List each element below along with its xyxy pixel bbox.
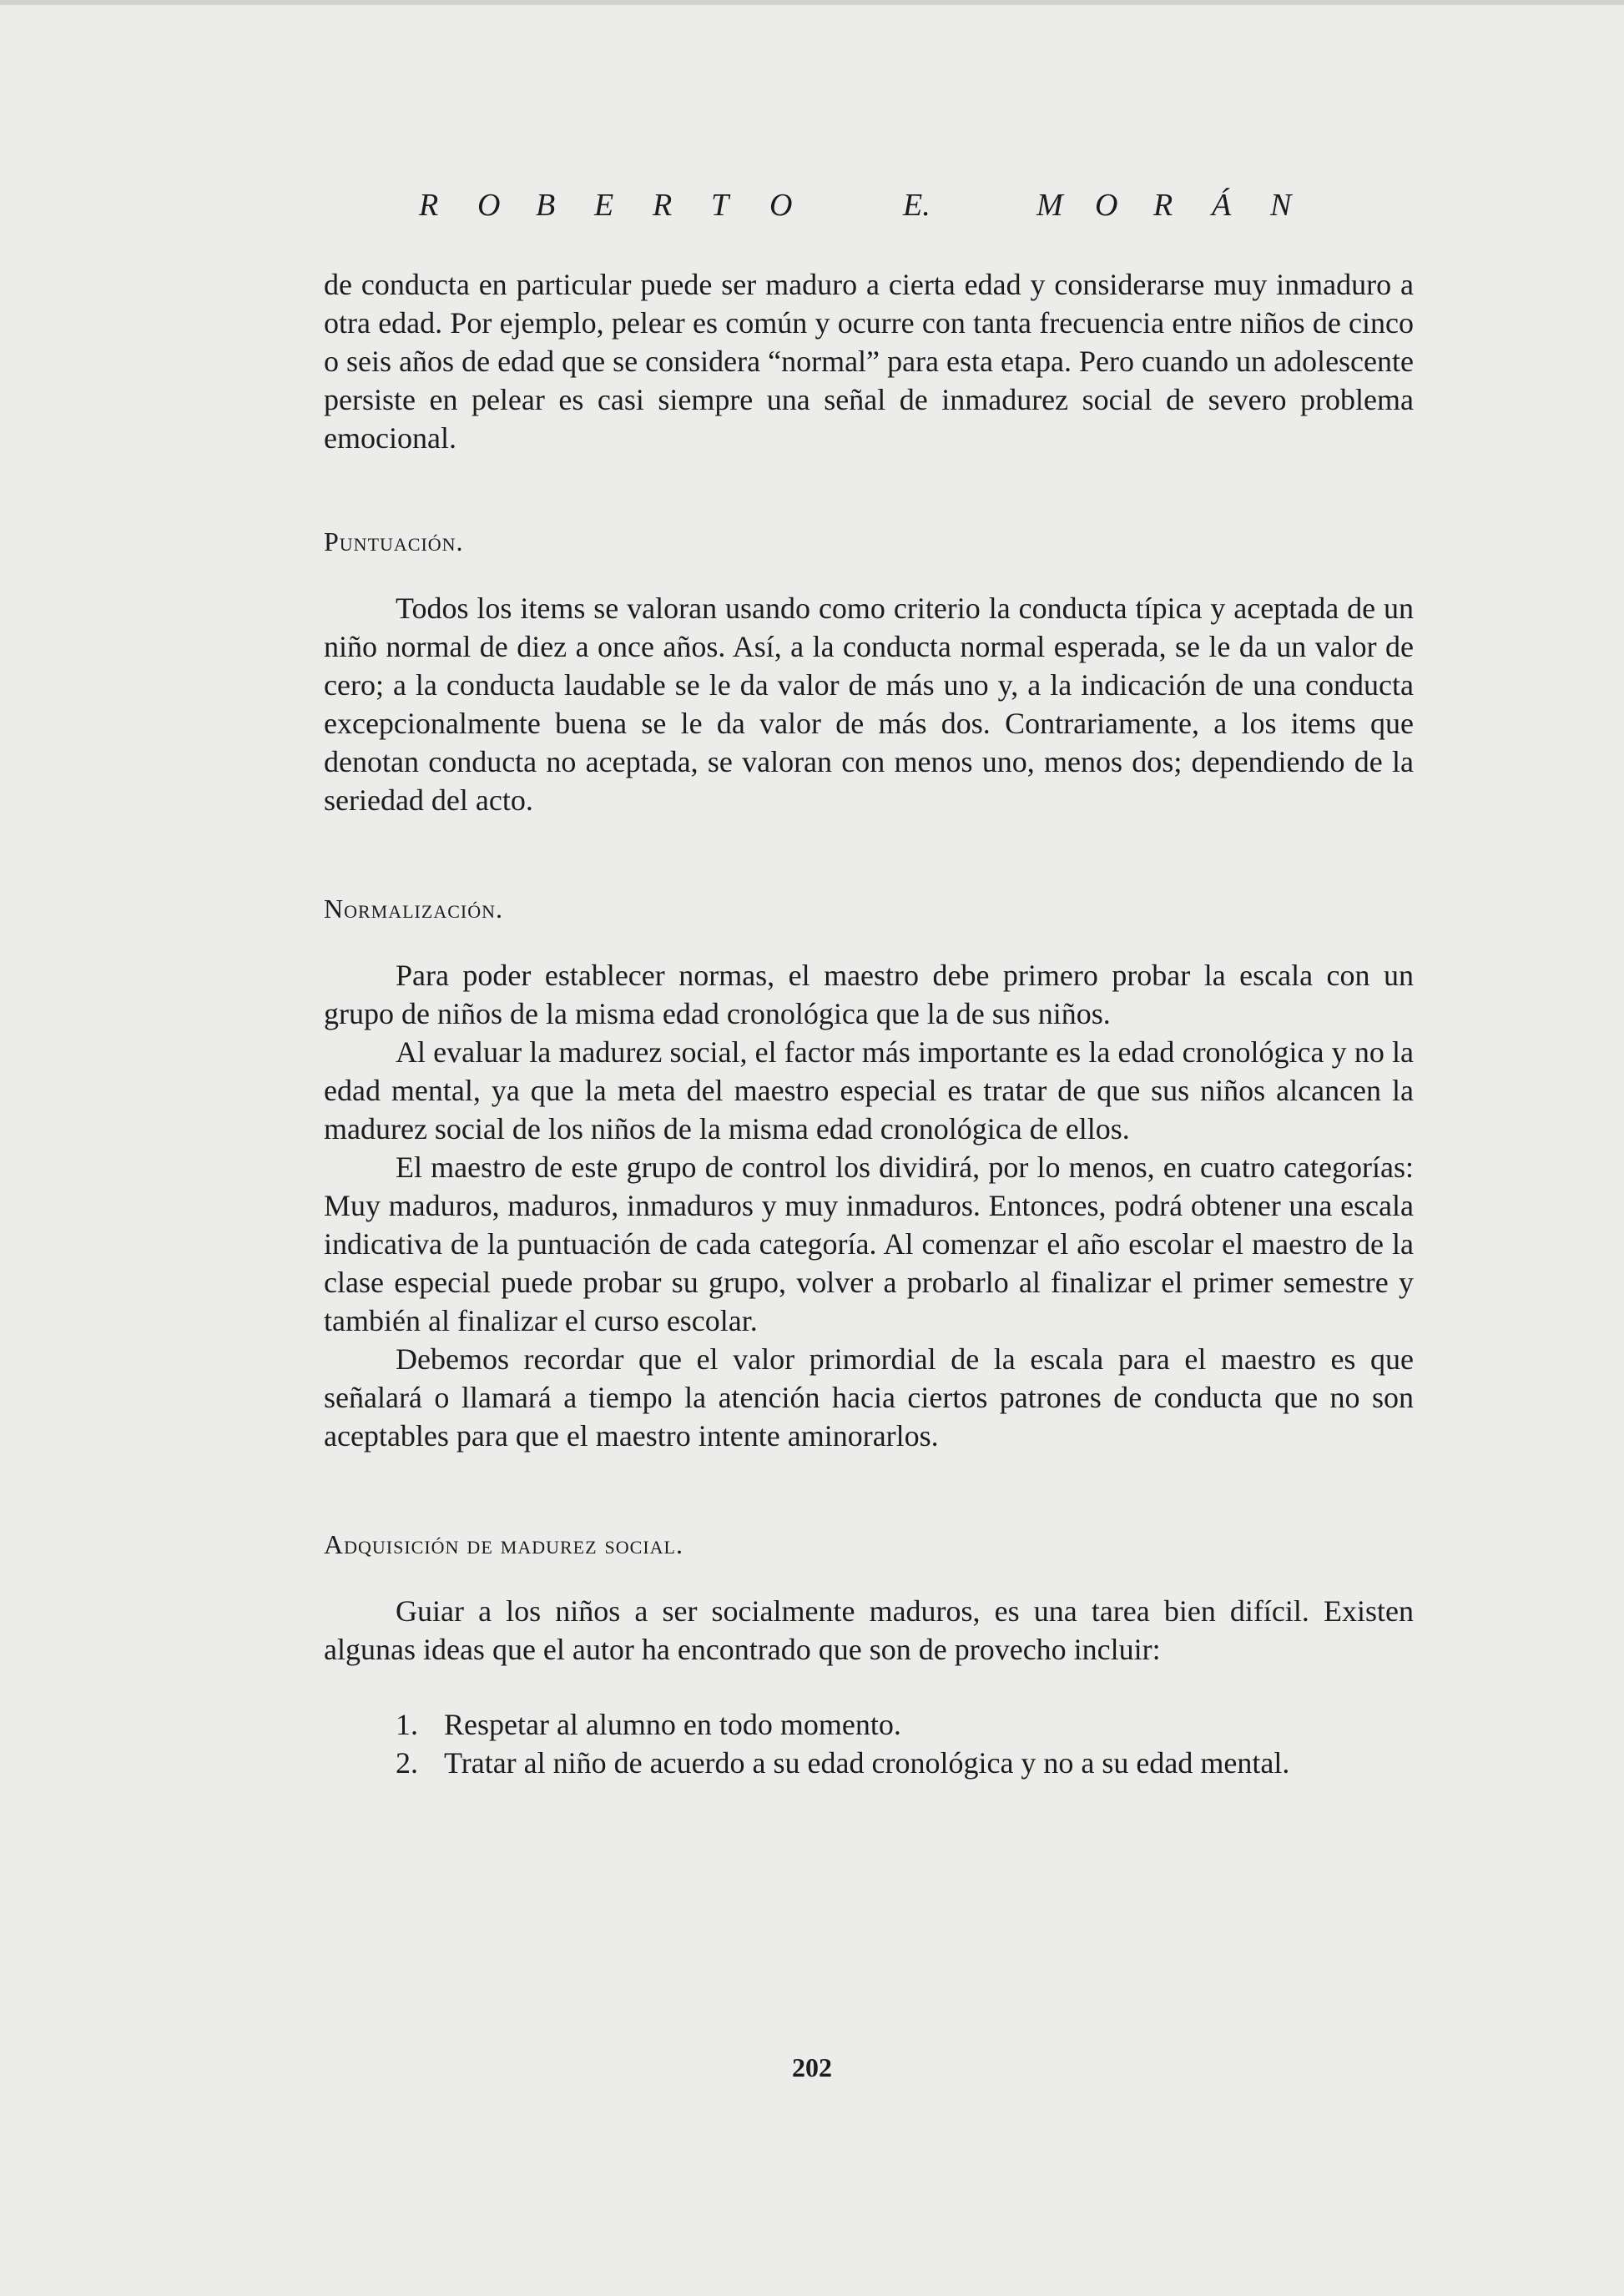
list-item (324, 1744, 1414, 1782)
list-item-text: Respetar al alumno en todo momento. (444, 1708, 901, 1741)
running-head-letter: O (769, 188, 793, 223)
running-head-letter: R (653, 188, 673, 223)
running-head-letter: Á (1212, 188, 1232, 223)
running-head-letter: M (1036, 188, 1063, 223)
list-item (324, 1705, 1414, 1744)
running-head-letter: N (1270, 188, 1292, 223)
running-head-letter: E (594, 188, 614, 223)
running-head-letter: O (1095, 188, 1118, 223)
running-head-author (419, 185, 1414, 225)
section-heading-normalizacion: Normalización. (324, 894, 503, 924)
list-item-number: 1. (396, 1708, 418, 1741)
running-head-letter: T (711, 188, 729, 223)
section-heading-adquisicion: Adquisición de madurez social. (324, 1529, 683, 1559)
list-item-number: 2. (396, 1746, 418, 1780)
normalizacion-paragraph-3: El maestro de este grupo de control los dividirá, por lo menos, en cuatro categorías: Muy maduros, maduros, inmaduros y muy inmaduros. Entonces, podrá obtener una escala indicativa de la puntuación de cada categoría. Al comenzar el año escolar el maestro de la clase especial puede probar su grupo, volver a probarlo al finalizar el primer semestre y también al finalizar el curso escolar. (324, 1151, 1414, 1337)
normalizacion-paragraph-2: Al evaluar la madurez social, el factor más importante es la edad cronológica y no la edad mental, ya que la meta del maestro especial es tratar de que sus niños alcancen la madurez social de los niños de la misma edad cronológica de ellos. (324, 1035, 1414, 1145)
continuation-paragraph: de conducta en particular puede ser maduro a cierta edad y considerarse muy inmaduro a otra edad. Por ejemplo, pelear es común y ocurre con tanta frecuencia entre niños de cinco o seis años de edad que se considera “normal” para esta etapa. Pero cuando un adolescente persiste en pelear es casi siempre una señal de inmadurez social de severo problema emocional. (324, 268, 1414, 455)
running-head-letter: E. (903, 188, 931, 223)
normalizacion-paragraph-1: Para poder establecer normas, el maestro debe primero probar la escala con un grupo de niños de la misma edad cronológica que la de sus niños. (324, 959, 1414, 1030)
running-head-letter: O (477, 188, 501, 223)
adquisicion-paragraph: Guiar a los niños a ser socialmente maduros, es una tarea bien difícil. Existen algunas ideas que el autor ha encontrado que son de provecho incluir: (324, 1594, 1414, 1666)
top-edge-shadow (0, 0, 1624, 5)
page-number: 202 (792, 2052, 832, 2082)
normalizacion-paragraph-4: Debemos recordar que el valor primordial de la escala para el maestro es que señalará o llamará a tiempo la atención hacia ciertos patrones de conducta que no son aceptables para que el maestro intente aminorarlos. (324, 1342, 1414, 1453)
book-page (324, 185, 1414, 1782)
running-head-letter: R (419, 188, 439, 223)
puntuacion-paragraph: Todos los items se valoran usando como criterio la conducta típica y aceptada de un niño normal de diez a once años. Así, a la conducta normal esperada, se le da un valor de cero; a la conducta laudable se le da valor de más uno y, a la indicación de una conducta excepcionalmente buena se le da valor de más dos. Contrariamente, a los items que denotan conducta no aceptada, se valoran con menos uno, menos dos; dependiendo de la seriedad del acto. (324, 592, 1414, 817)
running-head-letter: B (536, 188, 556, 223)
ideas-list (324, 1705, 1414, 1782)
list-item-text: Tratar al niño de acuerdo a su edad cronológica y no a su edad mental. (444, 1746, 1290, 1780)
running-head-letter: R (1153, 188, 1173, 223)
section-heading-puntuacion: Puntuación. (324, 526, 464, 556)
